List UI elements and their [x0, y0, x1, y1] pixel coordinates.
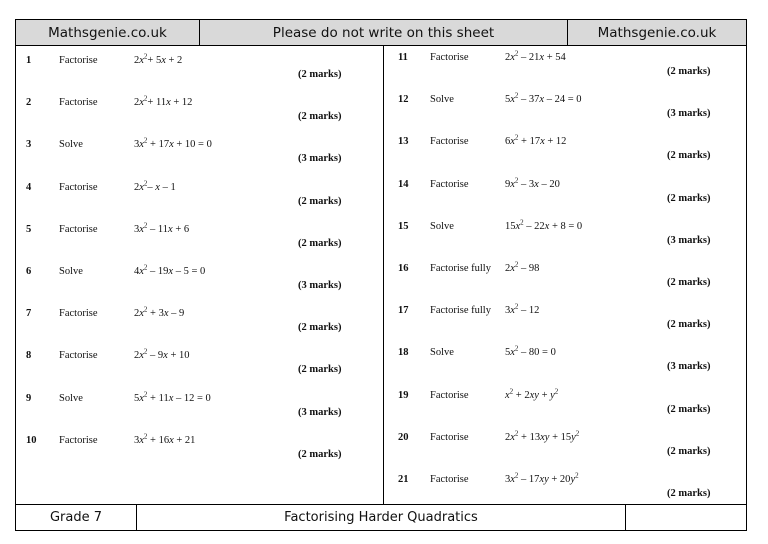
question-number: 14	[398, 178, 409, 190]
question-number: 11	[398, 52, 408, 63]
question-marks: (3 marks)	[298, 406, 342, 418]
question-marks: (2 marks)	[298, 195, 342, 207]
question-expression: $5x^2 - 37x - 24 = 0$	[505, 91, 582, 106]
question-instruction: Factorise	[430, 389, 469, 401]
question-expression: $2x^2+ 5x + 2$	[134, 52, 183, 66]
question-number: 21	[398, 474, 409, 485]
question-expression: $2x^2 - 21x + 54$	[505, 49, 566, 63]
footer-grade: Grade 7	[16, 505, 137, 531]
question-expression: $9x^2 - 3x - 20$	[505, 176, 560, 190]
worksheet	[15, 19, 747, 531]
question-marks: (2 marks)	[298, 111, 342, 123]
question-expression: $6x^2 + 17x + 12$	[505, 133, 567, 148]
question-marks: (3 marks)	[298, 280, 342, 291]
question-instruction: Factorise	[430, 178, 469, 190]
question-number: 12	[398, 94, 409, 106]
question-number: 16	[398, 263, 409, 274]
question-expression: $15x^2 - 22x + 8 = 0$	[505, 218, 583, 232]
question-number: 19	[398, 389, 409, 401]
question-number: 9	[26, 392, 32, 404]
header-site-left: Mathsgenie.co.uk	[16, 20, 200, 45]
question-number: 3	[26, 139, 32, 151]
question-instruction: Factorise fully	[430, 305, 491, 317]
question-marks: (2 marks)	[667, 319, 711, 331]
question-number: 13	[398, 136, 409, 148]
question-number: 6	[26, 266, 32, 277]
question-expression: $2x^2 + 13xy + 15y^2$	[505, 429, 580, 443]
header-notice: Please do not write on this sheet	[200, 20, 568, 45]
question-number: 15	[398, 220, 409, 232]
question-instruction: Factorise	[430, 52, 469, 63]
question-instruction: Factorise	[59, 350, 98, 362]
question-number: 10	[26, 434, 37, 446]
question-marks: (2 marks)	[667, 277, 711, 288]
question-marks: (3 marks)	[667, 234, 711, 246]
question-number: 2	[26, 97, 32, 109]
question-number: 1	[26, 55, 32, 66]
question-instruction: Factorise	[59, 97, 98, 109]
question-marks: (2 marks)	[667, 403, 711, 415]
question-expression: $2x^2 - 9x + 10$	[134, 347, 190, 362]
question-marks: (2 marks)	[298, 448, 342, 460]
question-expression: $3x^2 + 17x + 10 = 0$	[134, 136, 212, 151]
question-number: 8	[26, 350, 32, 362]
question-expression: $3x^2 + 16x + 21$	[134, 432, 196, 446]
question-expression: $4x^2 - 19x - 5 = 0$	[134, 263, 206, 277]
question-expression: $x^2 + 2xy + y^2$	[505, 387, 559, 401]
question-marks: (2 marks)	[667, 488, 711, 499]
question-marks: (3 marks)	[298, 153, 342, 165]
question-marks: (3 marks)	[667, 108, 711, 120]
question-marks: (2 marks)	[667, 192, 711, 204]
question-instruction: Factorise	[59, 434, 98, 446]
question-instruction: Solve	[59, 139, 83, 151]
question-instruction: Factorise	[59, 55, 98, 66]
question-instruction: Factorise fully	[430, 263, 491, 274]
question-number: 20	[398, 431, 409, 443]
question-instruction: Factorise	[59, 181, 98, 193]
question-number: 18	[398, 347, 409, 359]
question-instruction: Solve	[59, 392, 83, 404]
question-instruction: Factorise	[430, 431, 469, 443]
question-marks: (2 marks)	[298, 69, 342, 80]
footer-bar	[16, 504, 746, 531]
question-expression: $2x^2+ 11x + 12$	[134, 94, 193, 109]
question-expression: $3x^2 - 11x + 6$	[134, 221, 190, 235]
question-marks: (2 marks)	[298, 237, 342, 249]
question-expression: $3x^2 - 12$	[505, 302, 540, 317]
header-site-right: Mathsgenie.co.uk	[597, 25, 717, 41]
column-divider	[383, 46, 384, 504]
question-instruction: Solve	[430, 347, 454, 359]
question-marks: (2 marks)	[298, 322, 342, 334]
question-expression: $2x^2 + 3x - 9$	[134, 305, 185, 320]
question-marks: (2 marks)	[667, 445, 711, 457]
header-bar	[16, 20, 746, 46]
question-instruction: Factorise	[430, 474, 469, 485]
footer-title: Factorising Harder Quadratics	[137, 505, 626, 531]
question-instruction: Factorise	[430, 136, 469, 148]
question-expression: $2x^2 - 98$	[505, 260, 540, 274]
question-instruction: Factorise	[59, 308, 98, 320]
question-marks: (2 marks)	[667, 150, 711, 162]
question-instruction: Solve	[430, 220, 454, 232]
question-instruction: Solve	[430, 94, 454, 106]
question-instruction: Solve	[59, 266, 83, 277]
question-instruction: Factorise	[59, 223, 98, 235]
question-number: 5	[26, 223, 32, 235]
footer-blank-cell	[626, 505, 746, 531]
question-number: 7	[26, 308, 32, 320]
question-number: 17	[398, 305, 409, 317]
question-expression: $2x^2-$ x – 1	[134, 179, 176, 193]
question-expression: $5x^2 + 11x - 12 = 0$	[134, 390, 211, 404]
question-expression: $3x^2 - 17xy + 20y^2$	[505, 471, 579, 485]
question-expression: $5x^2 - 80 = 0$	[505, 344, 556, 359]
question-marks: (3 marks)	[667, 361, 711, 373]
question-number: 4	[26, 181, 32, 193]
question-marks: (2 marks)	[667, 66, 711, 77]
question-marks: (2 marks)	[298, 364, 342, 376]
